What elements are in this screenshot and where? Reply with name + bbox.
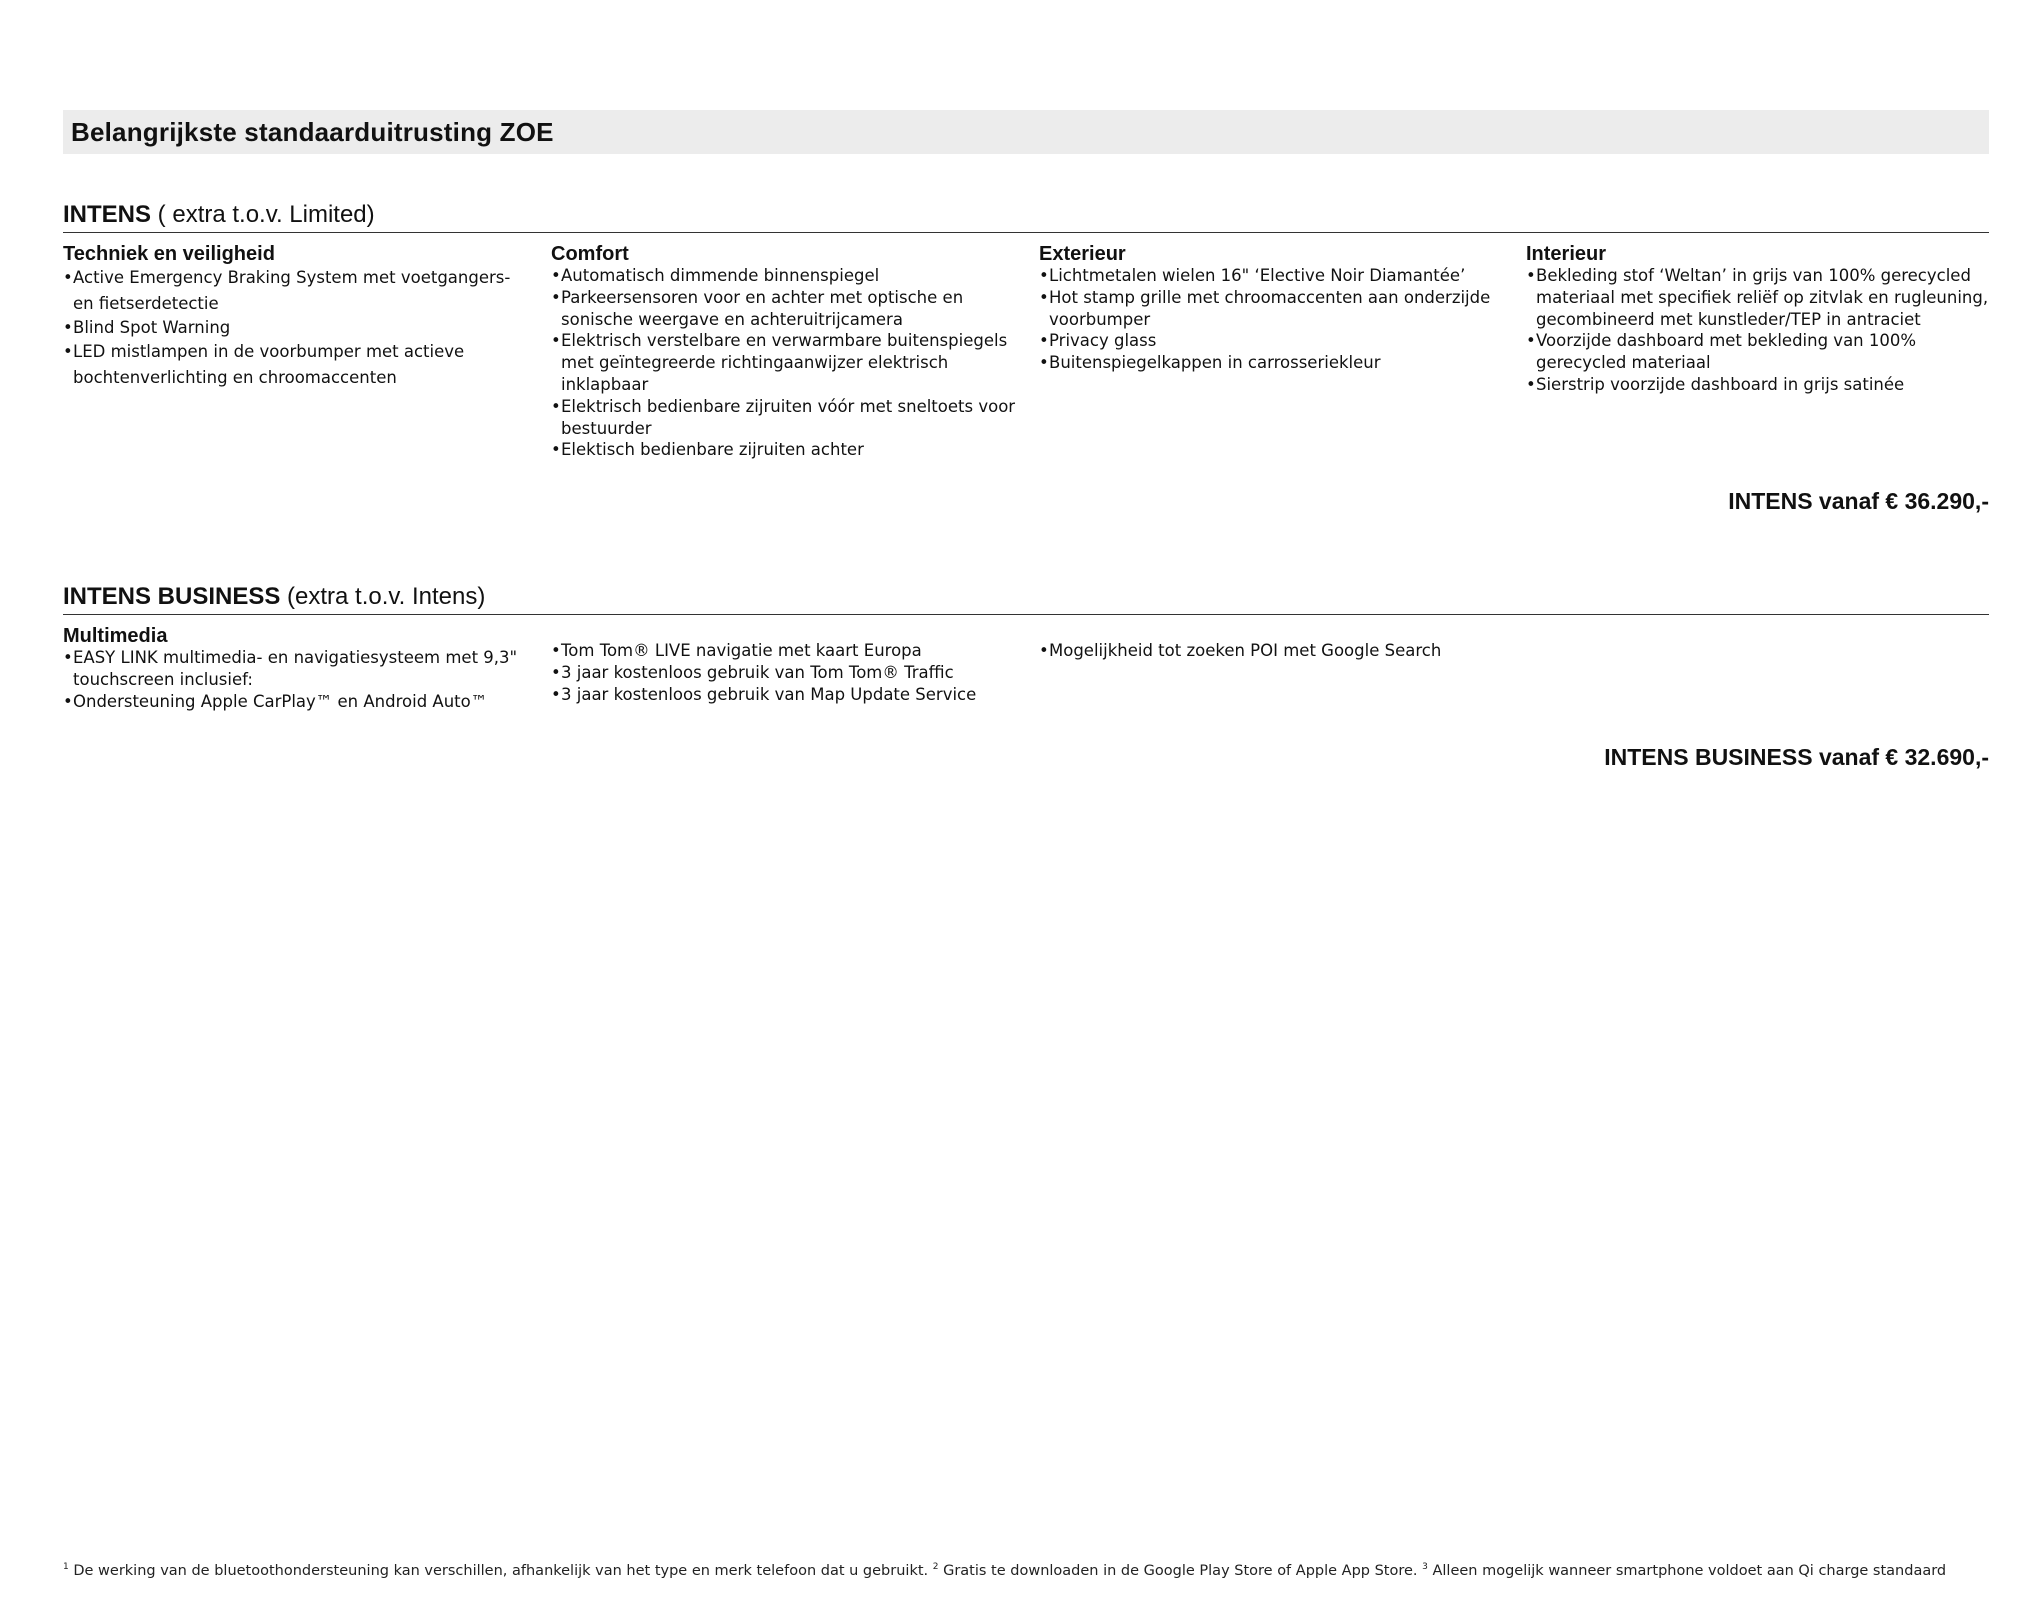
feature-list [1039, 265, 1509, 374]
footnote-text: Alleen mogelijk wanneer smartphone voldoet aan Qi charge standaard [1427, 1562, 1947, 1579]
feature-column-interieur [1526, 243, 1996, 396]
footnote-marker: 3 [1422, 1562, 1428, 1572]
feature-column-comfort [551, 243, 1021, 461]
column-heading: Comfort [551, 243, 629, 265]
feature-item: • Buitenspiegelkappen in carrosseriekleur [1039, 352, 1509, 374]
price-intens: INTENS vanaf € 36.290,- [1728, 488, 1989, 514]
feature-columns [63, 615, 1989, 715]
feature-list [1039, 640, 1509, 662]
feature-column-multimedia [63, 625, 533, 712]
feature-item: • Elektrisch bedienbare zijruiten vóór met sneltoets voor bestuurder [551, 396, 1021, 440]
title-bar [63, 110, 1989, 154]
feature-list [551, 265, 1021, 461]
feature-item: • 3 jaar kostenloos gebruik van Tom Tom® Traffic [551, 662, 1021, 684]
footnote-marker: 2 [932, 1562, 939, 1572]
footnote [63, 1562, 1946, 1579]
trim-name: INTENS [63, 201, 152, 228]
feature-column-exterieur [1039, 243, 1509, 374]
feature-item: • Hot stamp grille met chroomaccenten aan onderzijde voorbumper [1039, 287, 1509, 331]
feature-item: • EASY LINK multimedia- en navigatiesysteem met 9,3" touchscreen inclusief: [63, 647, 533, 691]
feature-item: • Sierstrip voorzijde dashboard in grijs satinée [1526, 374, 1996, 396]
feature-item: • Active Emergency Braking System met voetgangers- en fietserdetectie [63, 265, 533, 317]
feature-list [63, 265, 533, 391]
feature-list [551, 640, 1021, 705]
feature-item: • Automatisch dimmende binnenspiegel [551, 265, 1021, 287]
feature-item: • Parkeersensoren voor en achter met optische en sonische weergave en achteruitrijcamera [551, 287, 1021, 331]
trim-qualifier: ( extra t.o.v. Limited) [151, 201, 375, 228]
column-heading: Multimedia [63, 625, 168, 647]
section-heading-intens [63, 200, 1989, 233]
feature-item: • Ondersteuning Apple CarPlay™ en Android Auto™ [63, 691, 533, 713]
column-heading: Interieur [1526, 243, 1607, 265]
trim-name: INTENS BUSINESS [63, 583, 281, 610]
footnote-text: De werking van de bluetoothondersteuning kan verschillen, afhankelijk van het type en merk telefoon dat u gebruikt. [68, 1562, 933, 1579]
price-intens-business: INTENS BUSINESS vanaf € 32.690,- [1604, 744, 1989, 770]
section-intens [63, 200, 1989, 514]
feature-item: • Elektisch bedienbare zijruiten achter [551, 439, 1021, 461]
feature-item: • Lichtmetalen wielen 16" ‘Elective Noir Diamantée’ [1039, 265, 1509, 287]
feature-item: • LED mistlampen in de voorbumper met actieve bochtenverlichting en chroomaccenten [63, 339, 533, 391]
footnote-marker: 1 [63, 1562, 69, 1572]
feature-item: • Blind Spot Warning [63, 317, 533, 339]
feature-columns [63, 233, 1989, 463]
feature-item: • 3 jaar kostenloos gebruik van Map Update Service [551, 684, 1021, 706]
feature-list [63, 647, 533, 712]
feature-item: • Mogelijkheid tot zoeken POI met Google Search [1039, 640, 1509, 662]
feature-item: • Tom Tom® LIVE navigatie met kaart Europa [551, 640, 1021, 662]
trim-qualifier: (extra t.o.v. Intens) [280, 583, 486, 610]
feature-column-techniek [63, 243, 533, 391]
section-intens-business [63, 582, 1989, 770]
section-heading-business [63, 582, 1989, 615]
feature-item: • Privacy glass [1039, 330, 1509, 352]
feature-column-navigation [551, 640, 1021, 705]
page [63, 0, 1989, 1608]
footnote-text: Gratis te downloaden in de Google Play Store of Apple App Store. [938, 1562, 1423, 1579]
feature-list [1526, 265, 1996, 396]
page-title: Belangrijkste standaarduitrusting ZOE [71, 117, 554, 147]
feature-item: • Voorzijde dashboard met bekleding van 100% gerecycled materiaal [1526, 330, 1996, 374]
column-heading: Exterieur [1039, 243, 1126, 265]
feature-item: • Bekleding stof ‘Weltan’ in grijs van 100% gerecycled materiaal met specifiek reliëf op zitvlak en rugleuning, gecombineerd met kunstleder/TEP in antraciet [1526, 265, 1996, 330]
column-heading: Techniek en veiligheid [63, 243, 275, 265]
feature-column-search [1039, 640, 1509, 662]
feature-item: • Elektrisch verstelbare en verwarmbare buitenspiegels met geïntegreerde richtingaanwijzer elektrisch inklapbaar [551, 330, 1021, 395]
